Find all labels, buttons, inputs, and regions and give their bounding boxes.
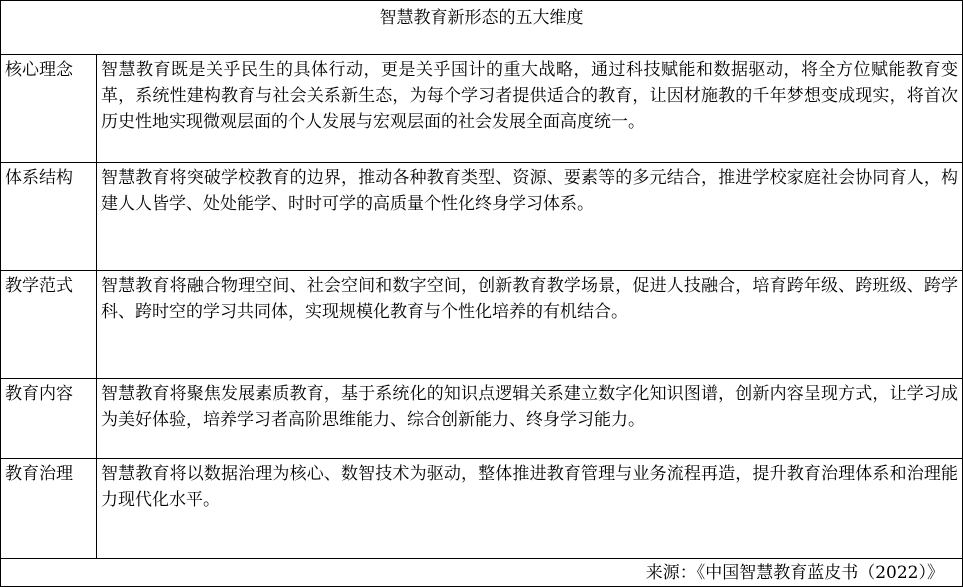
table-row	[1, 271, 963, 379]
table-row	[1, 459, 963, 559]
table-row	[1, 55, 963, 163]
row-label: 体系结构	[1, 163, 97, 271]
row-label: 教育治理	[1, 459, 97, 559]
row-label: 教育内容	[1, 379, 97, 459]
row-text: 智慧教育将聚焦发展素质教育，基于系统化的知识点逻辑关系建立数字化知识图谱，创新内容呈现方式，让学习成为美好体验，培养学习者高阶思维能力、综合创新能力、终身学习能力。	[97, 379, 963, 459]
row-label: 教学范式	[1, 271, 97, 379]
source-note: 来源：《中国智慧教育蓝皮书（2022）》	[1, 559, 963, 587]
table-title: 智慧教育新形态的五大维度	[1, 1, 963, 55]
row-text: 智慧教育将以数据治理为核心、数智技术为驱动，整体推进教育管理与业务流程再造，提升教育治理体系和治理能力现代化水平。	[97, 459, 963, 559]
table-source-row	[1, 559, 963, 587]
row-text: 智慧教育将突破学校教育的边界，推动各种教育类型、资源、要素等的多元结合，推进学校家庭社会协同育人，构建人人皆学、处处能学、时时可学的高质量个性化终身学习体系。	[97, 163, 963, 271]
table-row	[1, 163, 963, 271]
row-text: 智慧教育既是关乎民生的具体行动，更是关乎国计的重大战略，通过科技赋能和数据驱动，将全方位赋能教育变革，系统性建构教育与社会关系新生态，为每个学习者提供适合的教育，让因材施教的千年梦想变成现实，将首次历史性地实现微观层面的个人发展与宏观层面的社会发展全面高度统一。	[97, 55, 963, 163]
row-text: 智慧教育将融合物理空间、社会空间和数字空间，创新教育教学场景，促进人技融合，培育跨年级、跨班级、跨学科、跨时空的学习共同体，实现规模化教育与个性化培养的有机结合。	[97, 271, 963, 379]
table-row	[1, 379, 963, 459]
row-label: 核心理念	[1, 55, 97, 163]
table-title-row	[1, 1, 963, 55]
